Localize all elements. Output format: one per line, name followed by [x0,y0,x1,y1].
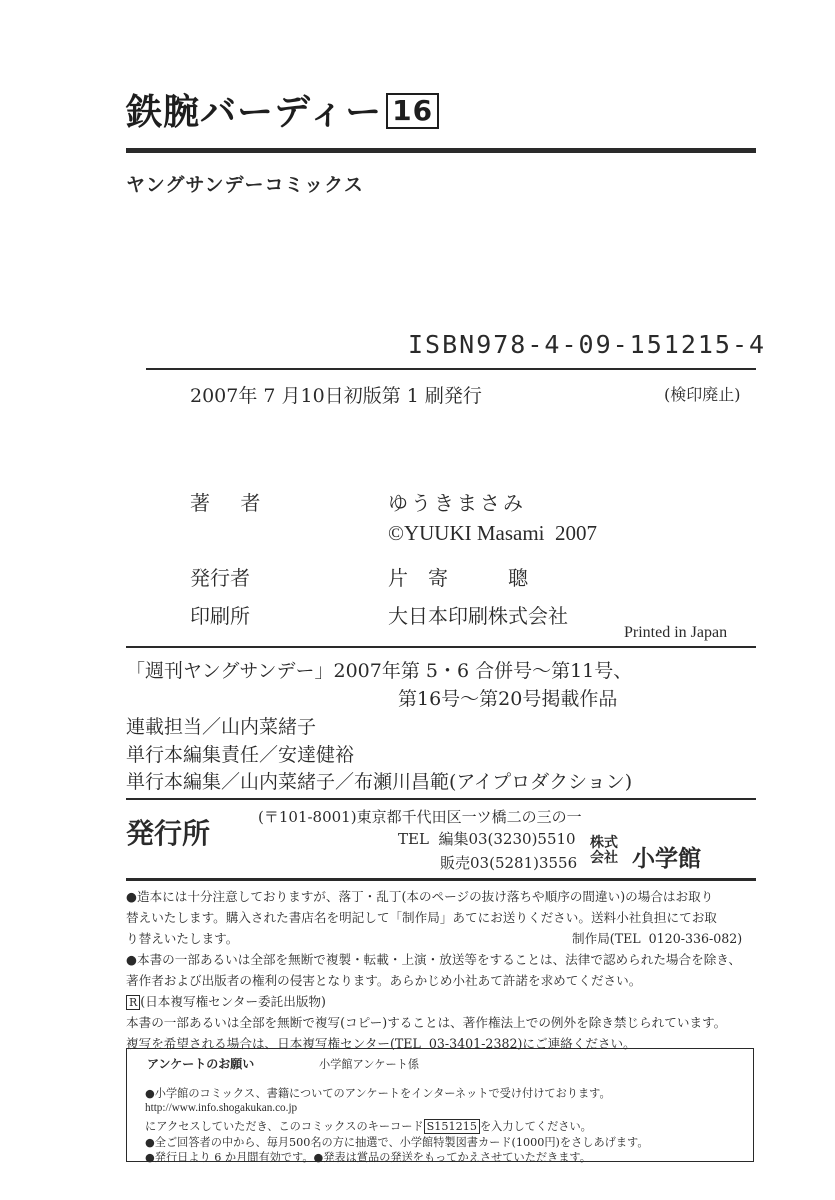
survey-url: http://www.info.shogakukan.co.jp [145,1102,298,1114]
r-mark-icon: R [126,995,140,1010]
notice-line: 替えいたします。購入された書店名を明記して「制作局」あてにお送りください。送料小社負担にてお取 [126,910,717,925]
isbn: ISBN978-4-09-151215-4 [408,330,767,359]
printed-in-japan: Printed in Japan [624,624,728,641]
tel-sales: 販売03(5281)3556 [440,854,578,872]
tel-editorial: TEL 編集03(3230)5510 [398,830,576,848]
staff-line: 連載担当／山内菜緒子 [126,716,317,738]
survey-line: ●発行日より 6 か月間有効です。●発表は賞品の発送をもってかえさせていただきます。 [145,1151,591,1164]
credits-divider [126,646,756,648]
survey-line-keycode [145,1118,592,1134]
staff-line: 単行本編集／山内菜緒子／布瀬川昌範(アイプロダクション) [126,771,633,793]
staff-line: 単行本編集責任／安達健裕 [126,744,355,766]
publisher-person-label: 発行者 [190,566,250,590]
survey-text: を入力してください。 [479,1120,592,1133]
book-title [126,84,439,135]
key-code: S151215 [424,1119,480,1134]
series-name: ヤングサンデーコミックス [126,174,364,196]
kabushiki-line-1: 株式 [590,835,618,851]
publisher-person-name: 片 寄 聰 [388,566,528,590]
printer-name: 大日本印刷株式会社 [388,604,568,628]
notice-line: 著作者および出版者の権利の侵害となります。あらかじめ小社あて許諾を求めてください。 [126,973,642,988]
volume-number: 16 [386,93,439,129]
jrrc-text: (日本複写権センター委託出版物) [140,994,326,1009]
publisher-name: 小学館 [632,846,701,872]
survey-line: ●全ご回答者の中から、毎月500名の方に抽選で、小学館特製図書カード(1000円)をさしあげます。 [145,1136,649,1149]
notice-line: 本書の一部あるいは全部を無断で複写(コピー)することは、著作権法上での例外を除き禁じられています。 [126,1015,727,1030]
publisher-address: (〒101-8001)東京都千代田区一ツ橋二の三の一 [258,808,582,826]
notice-line-jrrc [126,991,326,1010]
notice-line: ●本書の一部あるいは全部を無断で複製・転載・上演・放送等をすることは、法律で認められた場合を除き、 [126,952,741,967]
serialization-line-1: 「週刊ヤングサンデー」2007年第 5・6 合併号〜第11号、 [126,660,633,682]
title-main: 鉄腕バーディー [126,92,383,133]
notice-line: り替えいたします。 [126,931,239,946]
author-label: 著 者 [190,491,273,515]
notices-top-rule [126,878,756,881]
author-name: ゆうきまさみ [388,491,526,515]
notice-line: 複写を希望される場合は、日本複写権センター(TEL 03-3401-2382)にご連絡ください。 [126,1036,636,1051]
serialization-line-2: 第16号〜第20号掲載作品 [398,688,618,710]
survey-line: ●小学館のコミックス、書籍についてのアンケートをインターネットで受け付けております。 [145,1087,611,1100]
title-divider [126,148,756,153]
isbn-divider [146,368,756,370]
kabushiki-kaisha [590,836,618,866]
seal-note: (検印廃止) [664,385,741,404]
staff-divider [126,798,756,800]
survey-box [126,1048,754,1162]
printer-label: 印刷所 [190,604,250,628]
survey-heading: アンケートのお願い [147,1057,255,1071]
notice-line: ●造本には十分注意しておりますが、落丁・乱丁(本のページの抜け落ちや順序の間違い)の場合はお取り [126,889,714,904]
copyright: ©YUUKI Masami 2007 [388,521,598,545]
publication-date: 2007年 7 月10日初版第 1 刷発行 [190,385,482,407]
survey-text: にアクセスしていただき、このコミックスのキーコード [145,1120,424,1133]
survey-subheading: 小学館アンケート係 [319,1058,420,1071]
kabushiki-line-2: 会社 [590,850,618,866]
publisher-label: 発行所 [126,817,211,850]
production-dept-tel: 制作局(TEL 0120-336-082) [572,931,743,946]
